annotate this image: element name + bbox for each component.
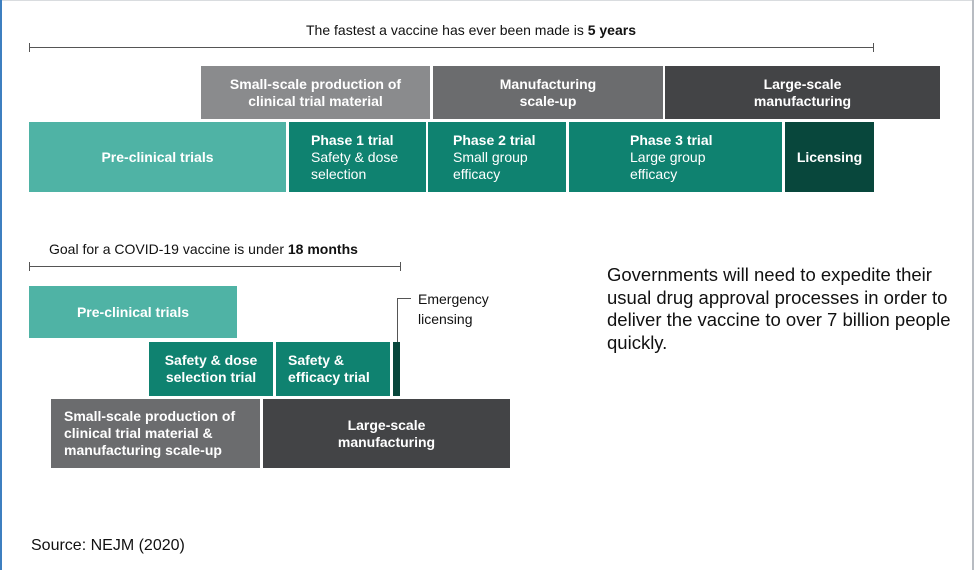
bottom-caption-text: Goal for a COVID-19 vaccine is under: [49, 241, 288, 257]
bottom-small-scale-production-label: Small-scale production of clinical trial material & manufacturing scale-up: [64, 408, 236, 458]
top-timeline-bracket-start: [29, 43, 30, 52]
frame-left-border: [0, 0, 2, 570]
top-preclinical-trials-block: [29, 122, 286, 192]
top-phase1-block: [289, 122, 426, 192]
top-timeline-caption: [306, 22, 636, 38]
top-small-scale-production-label: Small-scale production of clinical trial material: [229, 75, 402, 109]
bottom-timeline-caption: [49, 241, 358, 257]
source-citation: Source: NEJM (2020): [31, 537, 185, 554]
top-large-scale-manufacturing-block: [665, 66, 940, 119]
top-licensing-label: Licensing: [796, 148, 863, 165]
bottom-timeline-bracket-start: [29, 262, 30, 271]
top-timeline-bracket-end: [873, 43, 874, 52]
top-phase1-subtitle: Safety & dose selection: [311, 148, 399, 182]
bottom-small-scale-production-block: [51, 399, 260, 468]
top-phase3-subtitle: Large group efficacy: [630, 148, 706, 182]
bottom-large-scale-manufacturing-label: Large-scale manufacturing: [337, 416, 436, 450]
top-phase3-block: [569, 122, 782, 192]
top-phase3-title: Phase 3 trial: [630, 131, 713, 148]
top-preclinical-trials-label: Pre-clinical trials: [101, 148, 214, 165]
frame-top-border: [0, 0, 974, 1]
bottom-safety-dose-block: [149, 342, 273, 396]
bottom-large-scale-manufacturing-block: [263, 399, 510, 468]
bottom-timeline-bracket-end: [400, 262, 401, 271]
emergency-licensing-leader-vertical: [397, 298, 398, 342]
governments-note: Governments will need to expedite their usual drug approval processes in order to deliver the vaccine to over 7 billion people quickly.: [607, 264, 951, 353]
top-phase2-block: [428, 122, 566, 192]
emergency-licensing-leader-horizontal: [397, 298, 411, 299]
top-phase2-title: Phase 2 trial: [453, 131, 536, 148]
emergency-licensing-label: Emergency licensing: [418, 291, 489, 327]
bottom-safety-efficacy-block: [276, 342, 390, 396]
top-small-scale-production-block: [201, 66, 430, 119]
top-licensing-block: [785, 122, 874, 192]
bottom-timeline-bracket-line: [29, 266, 401, 267]
top-timeline-bracket-line: [29, 47, 874, 48]
top-large-scale-manufacturing-label: Large-scale manufacturing: [753, 75, 852, 109]
bottom-safety-dose-label: Safety & dose selection trial: [164, 352, 258, 385]
top-manufacturing-scale-up-block: [433, 66, 663, 119]
bottom-safety-efficacy-label: Safety & efficacy trial: [288, 352, 370, 385]
top-manufacturing-scale-up-label: Manufacturing scale-up: [499, 75, 597, 109]
top-phase2-subtitle: Small group efficacy: [453, 148, 528, 182]
bottom-emergency-licensing-block: [393, 342, 400, 396]
top-caption-text: The fastest a vaccine has ever been made is: [306, 22, 588, 38]
bottom-preclinical-trials-block: [29, 286, 237, 338]
bottom-caption-bold: 18 months: [287, 241, 358, 257]
bottom-preclinical-trials-label: Pre-clinical trials: [76, 303, 190, 320]
top-phase1-title: Phase 1 trial: [311, 131, 394, 148]
top-caption-bold: 5 years: [587, 22, 636, 38]
